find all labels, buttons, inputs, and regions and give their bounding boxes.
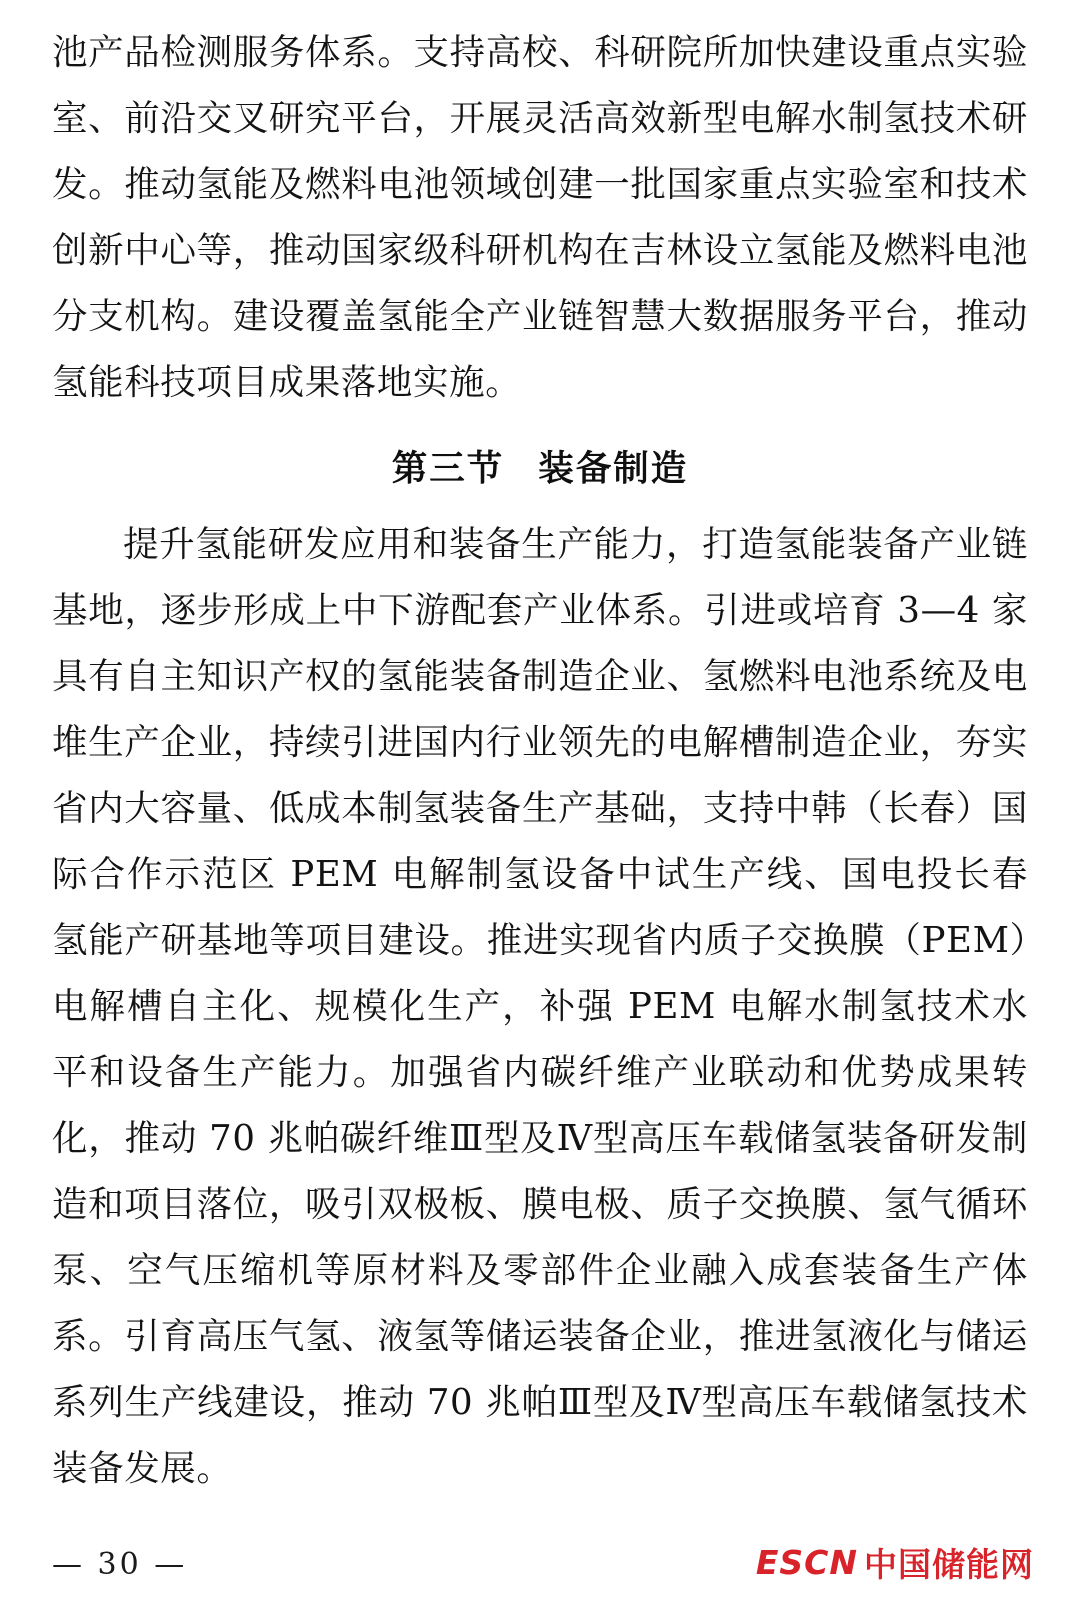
- paragraph-equipment-manufacturing: 提升氢能研发应用和装备生产能力，打造氢能装备产业链基地，逐步形成上中下游配套产业体系。引进或培育 3—4 家具有自主知识产权的氢能装备制造企业、氢燃料电池系统及电堆生产企业，持续引进国内行业领先的电解槽制造企业，夯实省内大容量、低成本制氢装备生产基础，支持中韩（长春）国际合作示范区 PEM 电解制氢设备中试生产线、国电投长春氢能产研基地等项目建设。推进实现省内质子交换膜（PEM）电解槽自主化、规模化生产，补强 PEM 电解水制氢技术水平和设备生产能力。加强省内碳纤维产业联动和优势成果转化，推动 70 兆帕碳纤维Ⅲ型及Ⅳ型高压车载储氢装备研发制造和项目落位，吸引双极板、膜电极、质子交换膜、氢气循环泵、空气压缩机等原材料及零部件企业融入成套装备生产体系。引育高压气氢、液氢等储运装备企业，推进氢液化与储运系列生产线建设，推动 70 兆帕Ⅲ型及Ⅳ型高压车载储氢技术装备发展。: [52, 524, 1028, 1489]
- page-number: — 30 —: [52, 1547, 188, 1582]
- watermark-brand-latin: ESCN: [755, 1543, 858, 1582]
- section-heading-prefix: 第三节: [391, 448, 505, 489]
- page-footer: [0, 1516, 1080, 1612]
- paragraph-continuation: 池产品检测服务体系。支持高校、科研院所加快建设重点实验室、前沿交叉研究平台，开展灵活高效新型电解水制氢技术研发。推动氢能及燃料电池领域创建一批国家重点实验室和技术创新中心等，推动国家级科研机构在吉林设立氢能及燃料电池分支机构。建设覆盖氢能全产业链智慧大数据服务平台，推动氢能科技项目成果落地实施。: [52, 32, 1028, 403]
- section-heading: [52, 436, 1028, 502]
- watermark: [756, 1539, 1034, 1586]
- section-heading-title: 装备制造: [538, 448, 689, 489]
- watermark-brand-cn: 中国储能网: [864, 1545, 1034, 1584]
- top-spacer: [52, 12, 1028, 20]
